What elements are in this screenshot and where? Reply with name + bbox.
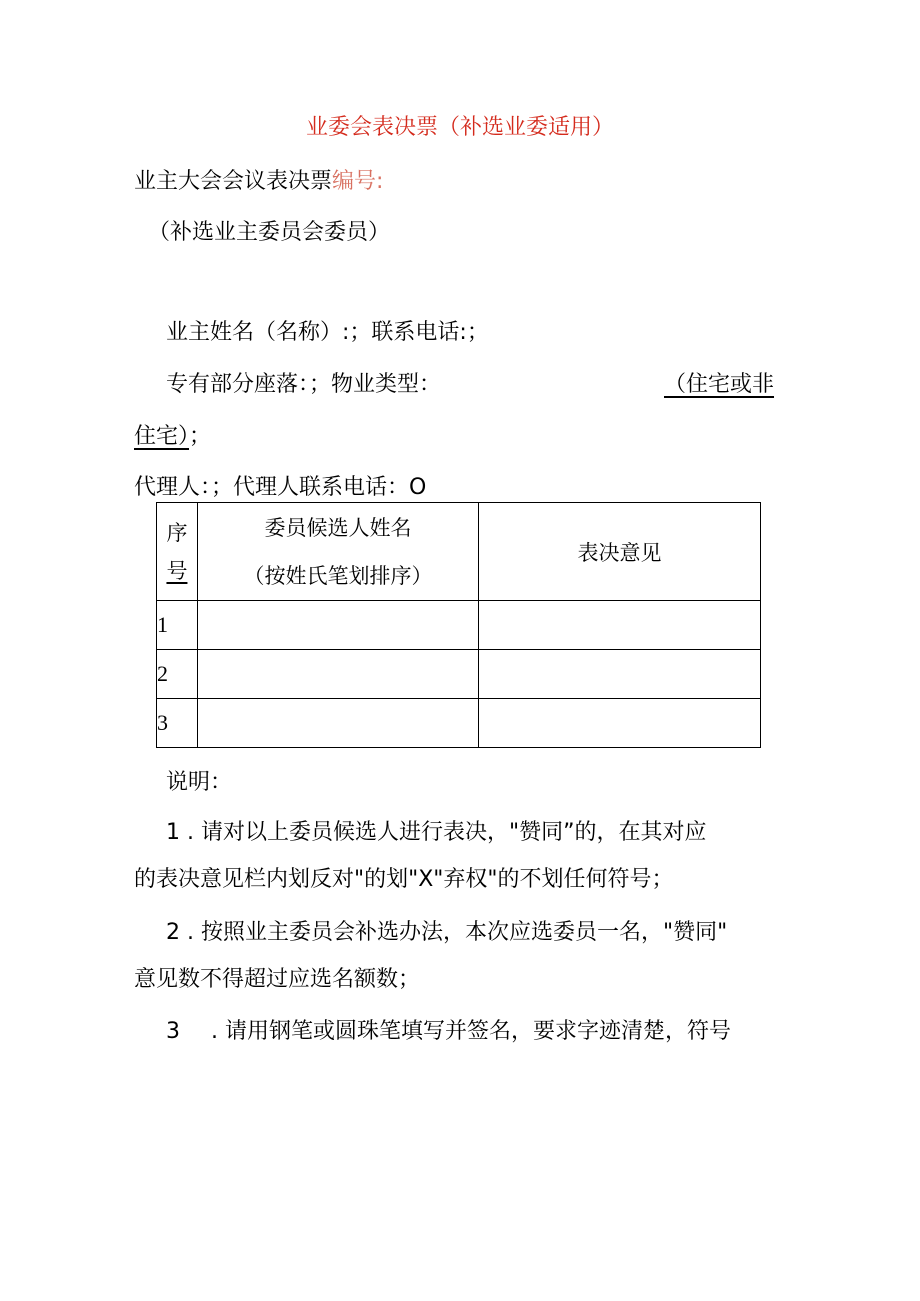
notes-heading: 说明：: [166, 770, 233, 795]
unit-location-line: 专有部分座落：；物业类型：: [166, 372, 442, 397]
table-row: [157, 601, 761, 650]
row-seq: 3: [157, 699, 198, 748]
ballot-label: 业主大会会议表决票: [134, 169, 333, 194]
row-opinion-cell[interactable]: [479, 699, 761, 748]
ballot-subtitle: （补选业主委员会委员）: [148, 220, 391, 245]
owner-name-phone-line: 业主姓名（名称）:；联系电话:；: [166, 320, 489, 345]
note-2-line-2: 意见数不得超过应选名额数；: [134, 967, 421, 992]
header-seq-part1: 序: [166, 520, 188, 545]
note-2-line-1: 2 . 按照业主委员会补选办法，本次应选委员一名，"赞同": [166, 920, 728, 945]
page-title: 业委会表决票（补选业委适用）: [305, 115, 614, 140]
note-3-text: . 请用钢笔或圆珠笔填写并签名，要求字迹清楚，符号: [211, 1019, 731, 1044]
table-row: [157, 699, 761, 748]
ballot-number-label: 编号:: [332, 169, 384, 194]
header-candidate-name-note: （按姓氏笔划排序）: [243, 563, 433, 588]
header-opinion: 表决意见: [479, 503, 761, 601]
property-type-options-end: 住宅）: [134, 424, 190, 449]
row-seq: 1: [157, 601, 198, 650]
header-candidate-name: [197, 503, 478, 601]
header-seq: [157, 503, 198, 601]
header-seq-part2: 号: [166, 558, 188, 583]
row-opinion-cell[interactable]: [479, 650, 761, 699]
note-3-number: 3: [166, 1019, 180, 1044]
row-opinion-cell[interactable]: [479, 601, 761, 650]
note-1-line-2: 的表决意见栏内划反对"的划"X"弃权"的不划任何符号；: [134, 867, 674, 892]
agent-line: 代理人：；代理人联系电话：O: [134, 475, 427, 500]
note-1-line-1: 1 . 请对以上委员候选人进行表决，"赞同”的，在其对应: [166, 820, 707, 845]
property-type-options: （住宅或非: [664, 372, 775, 397]
row-candidate-name-cell[interactable]: [197, 699, 478, 748]
table-header-row: [157, 503, 761, 601]
row-candidate-name-cell[interactable]: [197, 650, 478, 699]
table-row: [157, 650, 761, 699]
row-candidate-name-cell[interactable]: [197, 601, 478, 650]
property-type-suffix: ；: [189, 424, 212, 449]
ballot-header: [134, 166, 383, 198]
row-seq: 2: [157, 650, 198, 699]
candidate-vote-table: [156, 502, 761, 748]
header-candidate-name-label: 委员候选人姓名: [264, 515, 412, 540]
property-type-continued: [134, 421, 211, 453]
